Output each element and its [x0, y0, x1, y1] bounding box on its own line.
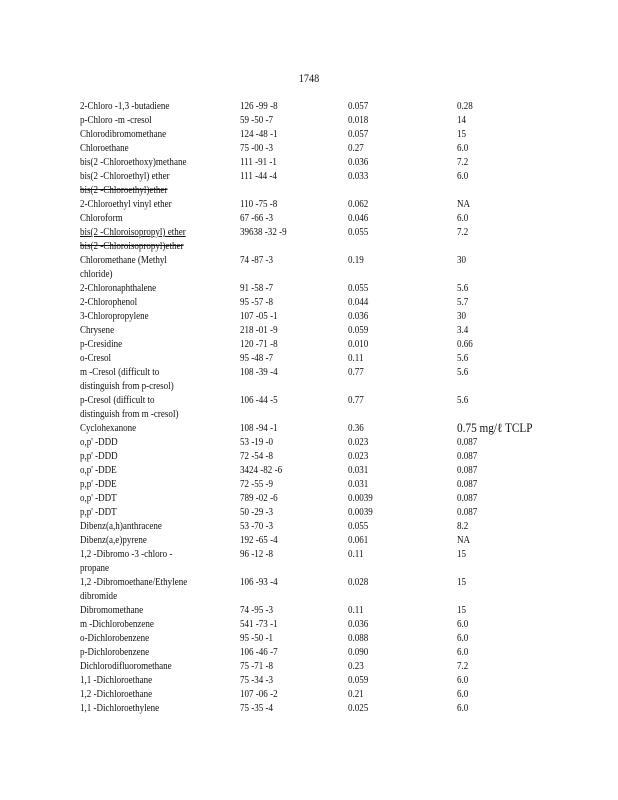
nonwastewater-standard: 0.087: [457, 478, 478, 490]
table-row: [0, 520, 618, 534]
cas-number: 218 -01 -9: [240, 324, 278, 336]
constituent-name: [80, 324, 216, 338]
table-row: [0, 660, 618, 674]
constituent-name: [80, 688, 216, 702]
nonwastewater-standard: 8.2: [457, 520, 469, 532]
constituent-name: [80, 464, 216, 478]
constituent-name-line: m -Cresol (difficult to: [80, 366, 160, 378]
wastewater-standard: 0.055: [348, 520, 369, 532]
cas-number: 74 -87 -3: [240, 254, 274, 266]
table-row: [0, 296, 618, 310]
wastewater-standard: 0.010: [348, 338, 369, 350]
constituent-name-line: Chloromethane (Methyl: [80, 254, 167, 266]
wastewater-standard: 0.11: [348, 548, 364, 560]
wastewater-standard: 0.031: [348, 464, 369, 476]
nonwastewater-standard: 0.087: [457, 464, 478, 476]
wastewater-standard: 0.77: [348, 366, 364, 378]
constituent-name-line: Dibenz(a,h)anthracene: [80, 520, 162, 532]
constituent-name-line: distinguish from p-cresol): [80, 379, 174, 392]
wastewater-standard: 0.11: [348, 604, 364, 616]
cas-number: 107 -05 -1: [240, 310, 278, 322]
wastewater-standard: 0.090: [348, 646, 369, 658]
table-row: [0, 618, 618, 632]
constituent-name-line: Cyclohexanone: [80, 422, 137, 434]
table-row: [0, 128, 618, 142]
constituent-name-line: o-Cresol: [80, 352, 112, 364]
constituent-name-line: Chrysene: [80, 324, 115, 336]
cas-number: 106 -46 -7: [240, 646, 278, 658]
nonwastewater-standard: 7.2: [457, 156, 469, 168]
cas-number: 59 -50 -7: [240, 114, 274, 126]
table-row: [0, 254, 618, 282]
cas-number: 111 -44 -4: [240, 170, 277, 182]
constituent-name: [80, 198, 216, 212]
cas-number: 72 -54 -8: [240, 450, 274, 462]
cas-number: 108 -39 -4: [240, 366, 278, 378]
wastewater-standard: 0.025: [348, 702, 369, 714]
wastewater-standard: 0.028: [348, 576, 369, 588]
constituent-name: [80, 674, 216, 688]
constituent-name-line: Chlorodibromomethane: [80, 128, 167, 140]
constituent-name: [80, 506, 216, 520]
wastewater-standard: 0.0039: [348, 506, 373, 518]
wastewater-standard: 0.059: [348, 324, 369, 336]
constituent-name: [80, 632, 216, 646]
constituent-name-line: o,p' -DDT: [80, 492, 117, 504]
wastewater-standard: 0.19: [348, 254, 364, 266]
cas-number: 107 -06 -2: [240, 688, 278, 700]
nonwastewater-standard: 0.087: [457, 506, 478, 518]
constituent-name-line: 3-Chloropropylene: [80, 310, 149, 322]
wastewater-standard: 0.036: [348, 310, 369, 322]
cas-number: 120 -71 -8: [240, 338, 278, 350]
constituent-name-line: o,p' -DDE: [80, 464, 117, 476]
wastewater-standard: 0.23: [348, 660, 364, 672]
constituent-name: [80, 296, 216, 310]
table-row: [0, 688, 618, 702]
wastewater-standard: 0.062: [348, 198, 369, 210]
wastewater-standard: 0.21: [348, 688, 364, 700]
constituent-name: [80, 212, 216, 226]
constituent-name: [80, 282, 216, 296]
nonwastewater-standard: 7.2: [457, 226, 469, 238]
cas-number: 95 -57 -8: [240, 296, 274, 308]
table-row: [0, 506, 618, 520]
constituent-name: [80, 394, 216, 422]
constituent-name: [80, 142, 216, 156]
wastewater-standard: 0.018: [348, 114, 369, 126]
constituent-name-line: Dichlorodifluoromethane: [80, 660, 172, 672]
constituent-name: [80, 604, 216, 618]
nonwastewater-standard: 6.0: [457, 646, 469, 658]
constituent-name: [80, 618, 216, 632]
table-row: [0, 436, 618, 450]
nonwastewater-standard: 0.087: [457, 450, 478, 462]
constituent-name-line: p-Chloro -m -cresol: [80, 114, 152, 126]
wastewater-standard: 0.088: [348, 632, 369, 644]
nonwastewater-standard: 0.28: [457, 100, 473, 112]
nonwastewater-standard: 15: [457, 548, 467, 560]
cas-number: 95 -48 -7: [240, 352, 274, 364]
nonwastewater-standard: 6.0: [457, 618, 469, 630]
cas-number: 67 -66 -3: [240, 212, 274, 224]
constituent-name-line: p-Cresol (difficult to: [80, 394, 155, 406]
constituent-name-line: bis(2 -Chloroisopropyl)ether: [80, 240, 184, 252]
cas-number: 91 -58 -7: [240, 282, 274, 294]
table-row: [0, 324, 618, 338]
cas-number: 72 -55 -9: [240, 478, 274, 490]
constituent-name-line: p,p' -DDE: [80, 478, 117, 490]
table-row: [0, 464, 618, 478]
nonwastewater-standard: 5.6: [457, 352, 469, 364]
table-row: [0, 422, 618, 436]
wastewater-standard: 0.055: [348, 282, 369, 294]
cas-number: 74 -95 -3: [240, 604, 274, 616]
nonwastewater-standard: 6.0: [457, 702, 469, 714]
nonwastewater-standard: 3.4: [457, 324, 469, 336]
table-row: [0, 100, 618, 114]
wastewater-standard: 0.27: [348, 142, 364, 154]
constituent-name-line: 1,2 -Dibromoethane/Ethylene: [80, 576, 188, 588]
cas-number: 39638 -32 -9: [240, 226, 287, 238]
nonwastewater-standard: 0.087: [457, 492, 478, 504]
constituent-name-line: 2-Chloro -1,3 -butadiene: [80, 100, 170, 112]
constituent-name: [80, 240, 216, 254]
constituent-name: [80, 492, 216, 506]
wastewater-standard: 0.057: [348, 100, 369, 112]
cas-number: 95 -50 -1: [240, 632, 274, 644]
constituent-name: [80, 660, 216, 674]
cas-number: 50 -29 -3: [240, 506, 274, 518]
cas-number: 541 -73 -1: [240, 618, 278, 630]
wastewater-standard: 0.055: [348, 226, 369, 238]
constituent-name-line: p,p' -DDD: [80, 450, 118, 462]
cas-number: 111 -91 -1: [240, 156, 277, 168]
cas-number: 75 -71 -8: [240, 660, 274, 672]
constituent-name-line: bis(2 -Chloroisopropyl) ether: [80, 226, 186, 238]
constituent-name-line: o-Dichlorobenzene: [80, 632, 150, 644]
table-row: [0, 142, 618, 156]
cas-number: 75 -00 -3: [240, 142, 274, 154]
constituent-name-line: propane: [80, 561, 110, 574]
nonwastewater-standard: 6.0: [457, 632, 469, 644]
nonwastewater-standard: 15: [457, 128, 467, 140]
cas-number: 3424 -82 -6: [240, 464, 283, 476]
page-number: 1748: [298, 71, 320, 85]
constituent-name: [80, 114, 216, 128]
nonwastewater-standard: NA: [457, 198, 471, 210]
constituent-name: [80, 128, 216, 142]
wastewater-standard: 0.036: [348, 618, 369, 630]
constituent-name-line: chloride): [80, 267, 113, 280]
constituent-name: [80, 520, 216, 534]
cas-number: 106 -93 -4: [240, 576, 278, 588]
constituent-name-line: 1,1 -Dichloroethane: [80, 674, 153, 686]
nonwastewater-standard: 5.6: [457, 394, 469, 406]
table-row: [0, 576, 618, 604]
table-row: [0, 352, 618, 366]
constituent-name-line: dibromide: [80, 589, 118, 602]
constituent-name: [80, 170, 216, 184]
table-row: [0, 338, 618, 352]
nonwastewater-standard: 6.0: [457, 688, 469, 700]
nonwastewater-standard: 0.66: [457, 338, 473, 350]
table-row: [0, 478, 618, 492]
constituent-name: [80, 310, 216, 324]
constituent-name: [80, 450, 216, 464]
constituent-name: [80, 576, 216, 604]
constituent-name: [80, 226, 216, 240]
nonwastewater-standard: 15: [457, 576, 467, 588]
wastewater-standard: 0.77: [348, 394, 364, 406]
wastewater-standard: 0.023: [348, 450, 369, 462]
cas-number: 192 -65 -4: [240, 534, 278, 546]
constituent-name-line: p,p' -DDT: [80, 506, 117, 518]
constituent-name-line: Chloroform: [80, 212, 123, 224]
nonwastewater-standard: 15: [457, 604, 467, 616]
table-row: [0, 156, 618, 170]
table-row: [0, 184, 618, 198]
table-row: [0, 548, 618, 576]
table-row: [0, 212, 618, 226]
cas-number: 110 -75 -8: [240, 198, 278, 210]
wastewater-standard: 0.061: [348, 534, 369, 546]
constituent-name: [80, 646, 216, 660]
wastewater-standard: 0.0039: [348, 492, 373, 504]
cas-number: 75 -34 -3: [240, 674, 274, 686]
constituent-name: [80, 478, 216, 492]
table-row: [0, 646, 618, 660]
constituent-table: [0, 100, 618, 716]
table-row: [0, 170, 618, 184]
wastewater-standard: 0.023: [348, 436, 369, 448]
constituent-name: [80, 100, 216, 114]
cas-number: 126 -99 -8: [240, 100, 278, 112]
nonwastewater-standard: 6.0: [457, 142, 469, 154]
nonwastewater-standard: NA: [457, 534, 471, 546]
wastewater-standard: 0.057: [348, 128, 369, 140]
table-row: [0, 282, 618, 296]
nonwastewater-standard: 30: [457, 310, 467, 322]
cas-number: 75 -35 -4: [240, 702, 274, 714]
wastewater-standard: 0.044: [348, 296, 369, 308]
constituent-name: [80, 352, 216, 366]
constituent-name: [80, 548, 216, 576]
constituent-name-line: distinguish from m -cresol): [80, 407, 179, 420]
nonwastewater-standard: 5.7: [457, 296, 469, 308]
constituent-name-line: 1,1 -Dichloroethylene: [80, 702, 160, 714]
nonwastewater-standard: 0.75 mg/ℓ TCLP: [457, 421, 533, 435]
table-row: [0, 674, 618, 688]
table-row: [0, 604, 618, 618]
constituent-name: [80, 156, 216, 170]
constituent-name-line: o,p' -DDD: [80, 436, 118, 448]
table-row: [0, 492, 618, 506]
constituent-name-line: Chloroethane: [80, 142, 129, 154]
cas-number: 124 -48 -1: [240, 128, 278, 140]
constituent-name: [80, 436, 216, 450]
constituent-name-line: 2-Chloronaphthalene: [80, 282, 157, 294]
cas-number: 106 -44 -5: [240, 394, 278, 406]
constituent-name-line: 2-Chloroethyl vinyl ether: [80, 198, 172, 210]
cas-number: 789 -02 -6: [240, 492, 278, 504]
constituent-name: [80, 184, 216, 198]
table-row: [0, 632, 618, 646]
constituent-name: [80, 702, 216, 716]
constituent-name-line: Dibenz(a,e)pyrene: [80, 534, 147, 546]
wastewater-standard: 0.033: [348, 170, 369, 182]
nonwastewater-standard: 6.0: [457, 212, 469, 224]
table-row: [0, 366, 618, 394]
nonwastewater-standard: 14: [457, 114, 467, 126]
cas-number: 96 -12 -8: [240, 548, 274, 560]
table-row: [0, 226, 618, 240]
table-row: [0, 450, 618, 464]
constituent-name-line: Dibromomethane: [80, 604, 144, 616]
wastewater-standard: 0.031: [348, 478, 369, 490]
wastewater-standard: 0.059: [348, 674, 369, 686]
constituent-name-line: bis(2 -Chloroethyl) ether: [80, 170, 170, 182]
table-row: [0, 310, 618, 324]
constituent-name-line: p-Cresidine: [80, 338, 123, 350]
constituent-name-line: m -Dichlorobenzene: [80, 618, 154, 630]
wastewater-standard: 0.036: [348, 156, 369, 168]
nonwastewater-standard: 0.087: [457, 436, 478, 448]
wastewater-standard: 0.36: [348, 422, 364, 434]
nonwastewater-standard: 6.0: [457, 170, 469, 182]
table-row: [0, 198, 618, 212]
table-row: [0, 702, 618, 716]
cas-number: 108 -94 -1: [240, 422, 278, 434]
constituent-name: [80, 338, 216, 352]
constituent-name-line: p-Dichlorobenzene: [80, 646, 150, 658]
constituent-name-line: 1,2 -Dibromo -3 -chloro -: [80, 548, 173, 560]
cas-number: 53 -19 -0: [240, 436, 274, 448]
table-row: [0, 534, 618, 548]
constituent-name-line: 2-Chlorophenol: [80, 296, 138, 308]
wastewater-standard: 0.11: [348, 352, 364, 364]
constituent-name: [80, 534, 216, 548]
constituent-name: [80, 366, 216, 394]
cas-number: 53 -70 -3: [240, 520, 274, 532]
constituent-name-line: 1,2 -Dichloroethane: [80, 688, 153, 700]
table-row: [0, 394, 618, 422]
wastewater-standard: 0.046: [348, 212, 369, 224]
constituent-name: [80, 254, 216, 282]
constituent-name: [80, 422, 216, 436]
table-row: [0, 114, 618, 128]
nonwastewater-standard: 5.6: [457, 282, 469, 294]
constituent-name-line: bis(2 -Chloroethyl)ether: [80, 184, 168, 196]
nonwastewater-standard: 5.6: [457, 366, 469, 378]
nonwastewater-standard: 7.2: [457, 660, 469, 672]
table-row: [0, 240, 618, 254]
nonwastewater-standard: 30: [457, 254, 467, 266]
constituent-name-line: bis(2 -Chloroethoxy)methane: [80, 156, 187, 168]
nonwastewater-standard: 6.0: [457, 674, 469, 686]
